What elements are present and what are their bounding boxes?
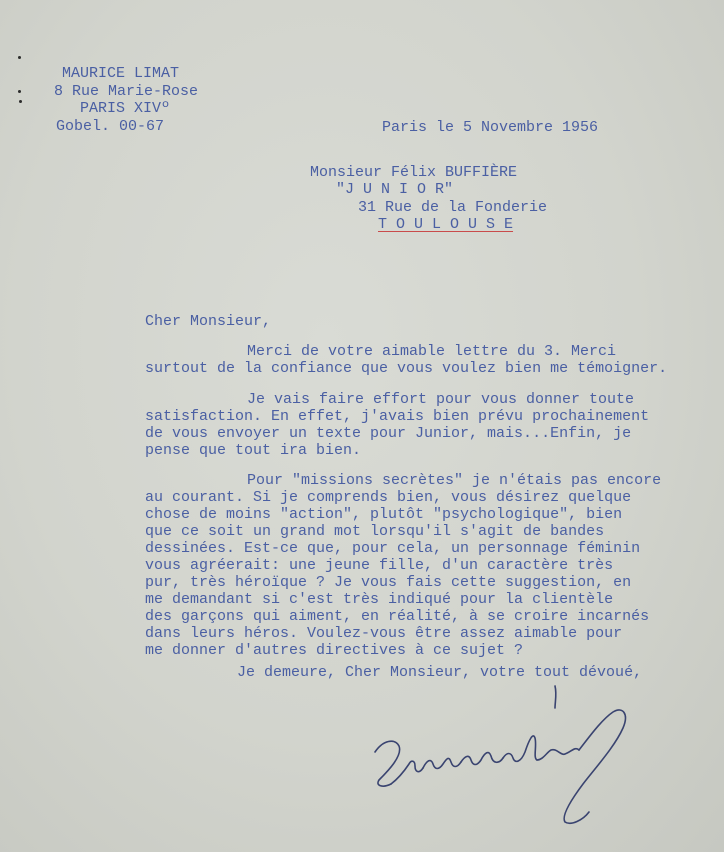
- paragraph-3-line: dessinées. Est-ce que, pour cela, un personnage féminin: [145, 540, 641, 557]
- paragraph-2-line: pense que tout ira bien.: [145, 442, 362, 459]
- place-date: Paris le 5 Novembre 1956: [382, 119, 599, 136]
- recipient-street: 31 Rue de la Fonderie: [358, 199, 548, 216]
- paragraph-3-line: des garçons qui aiment, en réalité, à se croire incarnés: [145, 608, 650, 625]
- paragraph-3-line: vous agréerait: une jeune fille, d'un caractère très: [145, 557, 614, 574]
- paragraph-3-line: que ce soit un grand mot lorsqu'il s'agit de bandes: [145, 523, 605, 540]
- paragraph-3-line: au courant. Si je comprends bien, vous désirez quelque: [145, 489, 632, 506]
- paragraph-3-line: chose de moins "action", plutôt "psychologique", bien: [145, 506, 623, 523]
- recipient-city: T O U L O U S E: [378, 216, 514, 233]
- sender-name: MAURICE LIMAT: [62, 65, 180, 82]
- margin-mark: [19, 100, 22, 103]
- handwritten-signature: [365, 680, 645, 830]
- margin-mark: [18, 56, 21, 59]
- sender-phone: Gobel. 00-67: [56, 118, 165, 135]
- recipient-name: Monsieur Félix BUFFIÈRE: [310, 164, 518, 181]
- paragraph-2-line: de vous envoyer un texte pour Junior, mais...Enfin, je: [145, 425, 632, 442]
- paragraph-1-line: Merci de votre aimable lettre du 3. Merci: [247, 343, 617, 360]
- recipient-magazine: "J U N I O R": [336, 181, 454, 198]
- paragraph-3-line: me demandant si c'est très indiqué pour la clientèle: [145, 591, 614, 608]
- paragraph-2-line: Je vais faire effort pour vous donner toute: [247, 391, 635, 408]
- closing-line: Je demeure, Cher Monsieur, votre tout dévoué,: [237, 664, 643, 681]
- salutation: Cher Monsieur,: [145, 313, 272, 330]
- paragraph-3-line: dans leurs héros. Voulez-vous être assez aimable pour: [145, 625, 623, 642]
- paragraph-2-line: satisfaction. En effet, j'avais bien prévu prochainement: [145, 408, 650, 425]
- paragraph-3-line: Pour "missions secrètes" je n'étais pas encore: [247, 472, 662, 489]
- sender-street: 8 Rue Marie-Rose: [54, 83, 199, 100]
- paragraph-3-line: me donner d'autres directives à ce sujet ?: [145, 642, 524, 659]
- sender-city: PARIS XIVº: [80, 100, 171, 117]
- paragraph-1-line: surtout de la confiance que vous voulez bien me témoigner.: [145, 360, 668, 377]
- paragraph-3-line: pur, très héroïque ? Je vous fais cette suggestion, en: [145, 574, 632, 591]
- margin-mark: [18, 90, 21, 93]
